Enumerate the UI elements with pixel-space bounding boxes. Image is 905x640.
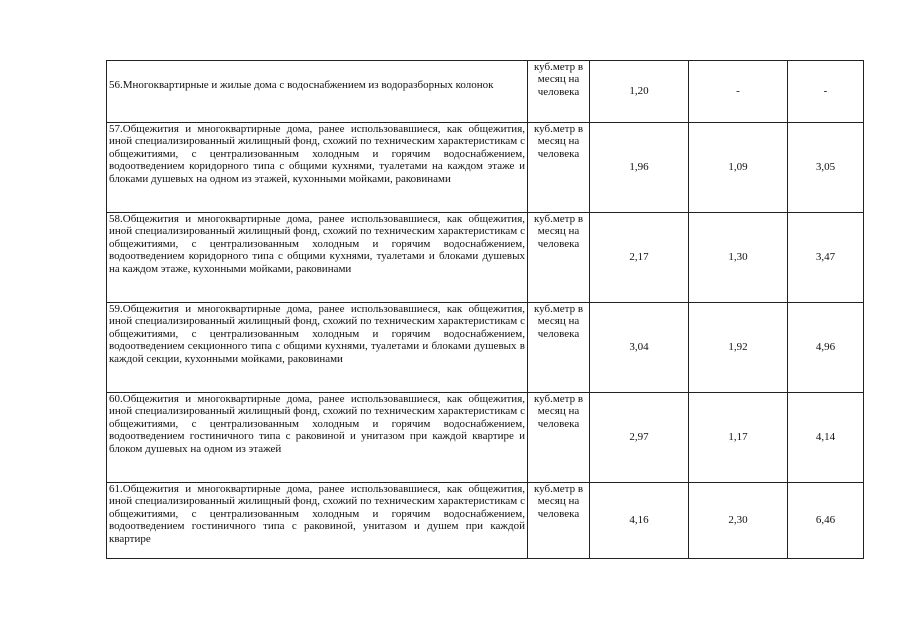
row-value-1: 1,20 xyxy=(590,61,689,123)
row-value-1: 2,97 xyxy=(590,393,689,483)
row-unit: куб.метр в месяц на человека xyxy=(528,393,590,483)
row-value-3: - xyxy=(788,61,864,123)
row-unit: куб.метр в месяц на человека xyxy=(528,213,590,303)
table-row xyxy=(107,393,864,483)
row-description: 61.Общежития и многоквартирные дома, ранее использовавшиеся, как общежития, иной специализированный жилищный фонд, схожий по техническим характеристикам с общежитиями, с централизованным холодным и горячим водоснабжением, водоотведением гостиничного типа с раковиной, унитазом и душем при каждой квартире xyxy=(107,483,528,559)
table-row xyxy=(107,483,864,559)
row-value-1: 1,96 xyxy=(590,123,689,213)
row-description: 56.Многоквартирные и жилые дома с водоснабжением из водоразборных колонок xyxy=(107,61,528,123)
row-unit: куб.метр в месяц на человека xyxy=(528,123,590,213)
row-description: 60.Общежития и многоквартирные дома, ранее использовавшиеся, как общежития, иной специализированный жилищный фонд, схожий по техническим характеристикам с общежитиями, с централизованным холодным и горячим водоснабжением, водоотведением гостиничного типа с раковиной и унитазом при каждой квартире и блоком душевых на одном из этажей xyxy=(107,393,528,483)
row-value-1: 2,17 xyxy=(590,213,689,303)
row-value-2: 1,30 xyxy=(689,213,788,303)
tariff-table xyxy=(106,60,864,559)
table-row xyxy=(107,61,864,123)
row-value-3: 4,14 xyxy=(788,393,864,483)
row-unit: куб.метр в месяц на человека xyxy=(528,61,590,123)
row-description: 59.Общежития и многоквартирные дома, ранее использовавшиеся, как общежития, иной специализированный жилищный фонд, схожий по техническим характеристикам с общежитиями, с централизованным холодным и горячим водоснабжением, водоотведением секционного типа с общими кухнями, туалетами и блоками душевых в каждой секции, кухонными мойками, раковинами xyxy=(107,303,528,393)
row-value-3: 3,47 xyxy=(788,213,864,303)
table-row xyxy=(107,303,864,393)
row-value-1: 3,04 xyxy=(590,303,689,393)
row-description: 58.Общежития и многоквартирные дома, ранее использовавшиеся, как общежития, иной специализированный жилищный фонд, схожий по техническим характеристикам с общежитиями, с централизованным холодным и горячим водоснабжением, водоотведением коридорного типа с общими кухнями, туалетами и блоками душевых на каждом этаже, кухонными мойками, раковинами xyxy=(107,213,528,303)
row-value-2: - xyxy=(689,61,788,123)
row-value-1: 4,16 xyxy=(590,483,689,559)
table-row xyxy=(107,123,864,213)
row-value-2: 1,09 xyxy=(689,123,788,213)
row-value-3: 3,05 xyxy=(788,123,864,213)
row-value-2: 1,92 xyxy=(689,303,788,393)
row-value-3: 6,46 xyxy=(788,483,864,559)
row-description: 57.Общежития и многоквартирные дома, ранее использовавшиеся, как общежития, иной специализированный жилищный фонд, схожий по техническим характеристикам с общежитиями, с централизованным холодным и горячим водоснабжением, водоотведением коридорного типа с общими кухнями, туалетами на каждом этаже и блоками душевых на одном из этажей, кухонными мойками, раковинами xyxy=(107,123,528,213)
row-value-2: 2,30 xyxy=(689,483,788,559)
table-row xyxy=(107,213,864,303)
row-unit: куб.метр в месяц на человека xyxy=(528,303,590,393)
row-unit: куб.метр в месяц на человека xyxy=(528,483,590,559)
row-value-3: 4,96 xyxy=(788,303,864,393)
row-value-2: 1,17 xyxy=(689,393,788,483)
